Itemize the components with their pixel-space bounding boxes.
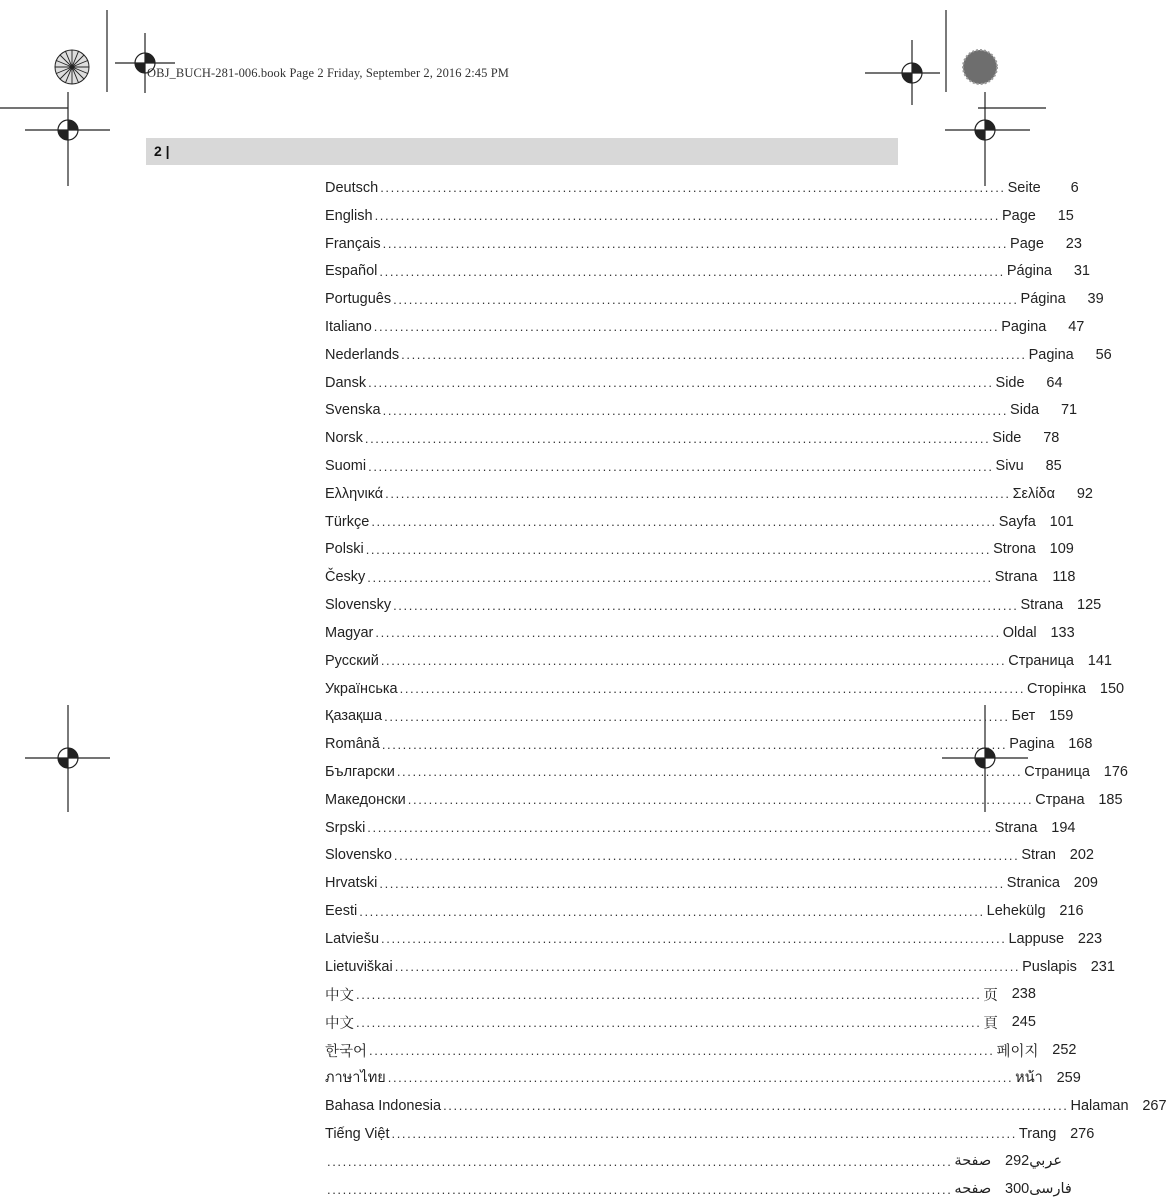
- toc-page-label: Pagina: [1028, 346, 1074, 363]
- toc-language: 中文: [325, 1015, 354, 1032]
- toc-language: English: [325, 207, 373, 224]
- toc-page-label: Strana: [994, 819, 1038, 836]
- toc-dot-leader: ........................................................................................................................: [401, 347, 1027, 363]
- toc-entry: [325, 758, 1128, 786]
- toc-language: 한국어: [325, 1043, 368, 1060]
- toc-dot-leader: ........................................................................................................................: [379, 263, 1005, 279]
- toc-page-number: 125: [1077, 597, 1102, 614]
- toc-dot-leader: ........................................................................................................................: [379, 875, 1005, 891]
- toc-dot-leader: ........................................................................................................................: [394, 959, 1021, 975]
- toc-dot-leader: ........................................................................................................................: [382, 402, 1009, 418]
- toc-entry: [325, 786, 1123, 814]
- toc-dot-leader: ........................................................................................................................: [373, 319, 1000, 335]
- toc-page-number: 39: [1087, 291, 1104, 308]
- toc-language: Magyar: [325, 624, 374, 641]
- toc-entry: [325, 508, 1074, 536]
- toc-dot-leader: ........................................................................................................................: [374, 208, 1000, 224]
- toc-page-label: หน้า: [1015, 1070, 1043, 1087]
- toc-language: Bahasa Indonesia: [325, 1097, 442, 1114]
- toc-dot-leader: ........................................................................................................................: [369, 1042, 995, 1058]
- toc-entry: [325, 1120, 1095, 1148]
- toc-entry: [325, 702, 1074, 730]
- toc-page-number: 71: [1060, 402, 1078, 419]
- toc-page-number: 176: [1103, 763, 1128, 780]
- toc-page-number: 276: [1070, 1125, 1095, 1142]
- toc-page-label: Stran: [1021, 847, 1056, 864]
- toc-entry: [325, 230, 1082, 258]
- toc-language: Latviešu: [325, 930, 380, 947]
- toc-dot-leader: ........................................................................................................................: [365, 541, 992, 557]
- toc-page-label: Puslapis: [1022, 958, 1077, 975]
- starburst-icon: [55, 50, 89, 84]
- toc-page-label: Page: [1001, 207, 1036, 224]
- toc-dot-leader: ........................................................................................................................: [364, 430, 991, 446]
- toc-page-number: 267: [1142, 1097, 1167, 1114]
- toc-page-label: 페이지: [996, 1043, 1039, 1060]
- toc-entry: [325, 842, 1094, 870]
- toc-language: Română: [325, 736, 380, 753]
- toc-page-label: Stranica: [1006, 875, 1060, 892]
- toc-dot-leader: ........................................................................................................................: [393, 847, 1020, 863]
- toc-language: عربي: [1029, 1153, 1062, 1170]
- toc-page-label: Σελίδα: [1012, 485, 1055, 502]
- toc-entry: [325, 563, 1076, 591]
- toc-entry: [325, 981, 1036, 1009]
- toc-dot-leader: ........................................................................................................................: [381, 736, 1008, 752]
- toc-dot-leader: ........................................................................................................................: [381, 931, 1007, 947]
- toc-entry: [325, 536, 1074, 564]
- toc-page-number: 141: [1087, 652, 1112, 669]
- toc-page-label: Страница: [1024, 763, 1090, 780]
- toc-entry: [325, 397, 1078, 425]
- toc-language: Español: [325, 263, 378, 280]
- toc-dot-leader: ........................................................................................................................: [393, 291, 1019, 307]
- toc-language: Česky: [325, 569, 366, 586]
- toc-entry: [325, 869, 1098, 897]
- toc-page-number: 109: [1049, 541, 1074, 558]
- toc-page-number: 133: [1050, 624, 1075, 641]
- toc-page-number: 23: [1065, 235, 1082, 252]
- toc-page-label: Trang: [1018, 1125, 1057, 1142]
- toc-dot-leader: ........................................................................................................................: [387, 1070, 1014, 1086]
- toc-language: Türkçe: [325, 513, 370, 530]
- toc-page-number: 245: [1011, 1014, 1036, 1031]
- toc-dot-leader: ........................................................................................................................: [367, 820, 993, 836]
- toc-page-label: Sivu: [995, 458, 1024, 475]
- toc-language: Eesti: [325, 903, 358, 920]
- toc-page-label: Pagina: [1001, 318, 1047, 335]
- toc-language: Suomi: [325, 458, 367, 475]
- toc-page-number: 85: [1045, 458, 1062, 475]
- toc-language: Қазақша: [325, 708, 383, 725]
- toc-page-label: Página: [1020, 291, 1066, 308]
- toc-language: 中文: [325, 987, 354, 1004]
- toc-dot-leader: ........................................................................................................................: [399, 681, 1026, 697]
- toc-language: Slovensko: [325, 847, 392, 864]
- toc-entry: [325, 619, 1075, 647]
- toc-language: Ελληνικά: [325, 485, 384, 502]
- toc-page-number: 202: [1069, 847, 1094, 864]
- toc-entry: [325, 1092, 1167, 1120]
- toc-page-number: 159: [1049, 708, 1074, 725]
- toc-language: Italiano: [325, 318, 372, 335]
- toc-page-number: 216: [1059, 903, 1084, 920]
- toc-page-label: Lehekülg: [986, 903, 1046, 920]
- toc-dot-leader: ........................................................................................................................: [382, 236, 1009, 252]
- table-of-contents: [325, 174, 1167, 1203]
- toc-language: Русский: [325, 652, 379, 669]
- toc-language: Tiếng Việt: [325, 1125, 390, 1142]
- toc-entry: [325, 202, 1074, 230]
- toc-language: فارسی: [1029, 1181, 1072, 1198]
- toc-language: ภาษาไทย: [325, 1070, 386, 1087]
- toc-entry: [325, 647, 1112, 675]
- toc-entry: [325, 174, 1079, 202]
- toc-dot-leader: ........................................................................................................................: [375, 625, 1001, 641]
- toc-dot-leader: ........................................................................................................................: [327, 1153, 953, 1169]
- toc-page-number: 15: [1057, 207, 1074, 224]
- toc-page-label: Page: [1010, 235, 1044, 252]
- toc-page-number: 292: [1005, 1153, 1030, 1170]
- toc-page-label: Oldal: [1002, 624, 1037, 641]
- toc-page-label: Сторінка: [1027, 680, 1087, 697]
- toc-language: Lietuviškai: [325, 958, 393, 975]
- page-number: 2 |: [154, 143, 170, 159]
- toc-dot-leader: ........................................................................................................................: [356, 986, 982, 1002]
- toc-language: Hrvatski: [325, 875, 378, 892]
- toc-page-label: 页: [983, 987, 998, 1004]
- toc-page-label: Pagina: [1009, 736, 1055, 753]
- toc-dot-leader: ........................................................................................................................: [396, 764, 1023, 780]
- toc-language: Deutsch: [325, 179, 379, 196]
- toc-language: Polski: [325, 541, 364, 558]
- toc-page-number: 194: [1051, 819, 1076, 836]
- toc-entry: [325, 341, 1112, 369]
- toc-dot-leader: ........................................................................................................................: [380, 653, 1007, 669]
- toc-entry: [325, 1036, 1077, 1064]
- toc-entry: [325, 591, 1102, 619]
- toc-page-number: 209: [1073, 875, 1098, 892]
- toc-page-number: 47: [1068, 318, 1085, 335]
- toc-dot-leader: ........................................................................................................................: [385, 486, 1011, 502]
- toc-page-number: 231: [1090, 958, 1115, 975]
- toc-page-number: 150: [1099, 680, 1125, 697]
- toc-dot-leader: ........................................................................................................................: [356, 1014, 982, 1030]
- toc-dot-leader: ........................................................................................................................: [327, 1181, 953, 1197]
- toc-page-label: Halaman: [1070, 1097, 1129, 1114]
- toc-page-number: 223: [1077, 930, 1103, 947]
- toc-dot-leader: ........................................................................................................................: [371, 514, 997, 530]
- toc-page-label: صفحه: [954, 1181, 992, 1198]
- toc-language: Norsk: [325, 430, 363, 447]
- toc-page-label: Бет: [1011, 708, 1036, 725]
- toc-page-number: 64: [1046, 374, 1063, 391]
- toc-dot-leader: ........................................................................................................................: [407, 792, 1034, 808]
- toc-language: Français: [325, 235, 381, 252]
- toc-language: Svenska: [325, 402, 381, 419]
- toc-language: Slovensky: [325, 597, 392, 614]
- toc-entry: [325, 925, 1103, 953]
- toc-dot-leader: ........................................................................................................................: [443, 1098, 1069, 1114]
- toc-page-number: 238: [1011, 986, 1036, 1003]
- toc-page-number: 31: [1073, 263, 1090, 280]
- toc-page-label: Strana: [1020, 597, 1064, 614]
- toc-entry: [325, 1008, 1036, 1036]
- file-info-line: OBJ_BUCH-281-006.book Page 2 Friday, September 2, 2016 2:45 PM: [147, 66, 509, 80]
- toc-page-label: Strona: [993, 541, 1036, 558]
- toc-entry: [325, 452, 1062, 480]
- toc-page-number: 92: [1076, 485, 1093, 502]
- gray-dot-icon: [963, 50, 997, 84]
- toc-page-number: 118: [1052, 569, 1076, 586]
- toc-page-number: 300: [1005, 1181, 1030, 1198]
- toc-page-number: 78: [1043, 430, 1060, 447]
- toc-language: Srpski: [325, 819, 366, 836]
- toc-language: Dansk: [325, 374, 367, 391]
- toc-page-label: Página: [1006, 263, 1052, 280]
- toc-page-number: 252: [1052, 1042, 1077, 1059]
- toc-page-number: 185: [1098, 791, 1123, 808]
- toc-entry: [325, 257, 1090, 285]
- page-header-bar: [146, 138, 898, 165]
- toc-dot-leader: ........................................................................................................................: [359, 903, 985, 919]
- toc-page-label: Seite: [1007, 179, 1041, 196]
- toc-dot-leader: ........................................................................................................................: [367, 569, 993, 585]
- toc-dot-leader: ........................................................................................................................: [380, 180, 1006, 196]
- toc-entry: [325, 1064, 1081, 1092]
- toc-page-label: Страница: [1008, 652, 1074, 669]
- toc-entry: [325, 1175, 1072, 1203]
- toc-page-label: 頁: [983, 1015, 998, 1032]
- toc-language: Български: [325, 763, 395, 780]
- toc-language: Українська: [325, 680, 398, 697]
- toc-entry: [325, 285, 1104, 313]
- toc-dot-leader: ........................................................................................................................: [368, 458, 994, 474]
- toc-page-label: Lappuse: [1008, 930, 1065, 947]
- toc-page-number: 56: [1095, 346, 1112, 363]
- toc-entry: [325, 313, 1085, 341]
- toc-page-label: Strana: [994, 569, 1038, 586]
- toc-page-number: 168: [1068, 736, 1093, 753]
- toc-entry: [325, 424, 1060, 452]
- toc-page-number: 6: [1070, 179, 1079, 196]
- toc-language: Nederlands: [325, 346, 400, 363]
- toc-page-label: Страна: [1035, 791, 1085, 808]
- toc-page-label: Sayfa: [998, 513, 1036, 530]
- toc-entry: [325, 730, 1093, 758]
- toc-page-label: Side: [992, 430, 1022, 447]
- toc-entry: [325, 675, 1125, 703]
- toc-page-label: صفحة: [954, 1153, 992, 1170]
- toc-page-number: 101: [1049, 513, 1074, 530]
- toc-page-label: Side: [995, 374, 1025, 391]
- toc-page-number: 259: [1056, 1069, 1081, 1086]
- toc-entry: [325, 369, 1063, 397]
- toc-dot-leader: ........................................................................................................................: [393, 597, 1019, 613]
- toc-dot-leader: ........................................................................................................................: [391, 1126, 1017, 1142]
- toc-entry: [325, 814, 1076, 842]
- toc-entry: [325, 480, 1093, 508]
- toc-entry: [325, 897, 1084, 925]
- toc-entry: [325, 953, 1115, 981]
- toc-language: Македонски: [325, 791, 406, 808]
- toc-dot-leader: ........................................................................................................................: [384, 708, 1010, 724]
- toc-entry: [325, 1147, 1062, 1175]
- toc-dot-leader: ........................................................................................................................: [368, 375, 994, 391]
- toc-language: Português: [325, 291, 392, 308]
- toc-page-label: Sida: [1010, 402, 1040, 419]
